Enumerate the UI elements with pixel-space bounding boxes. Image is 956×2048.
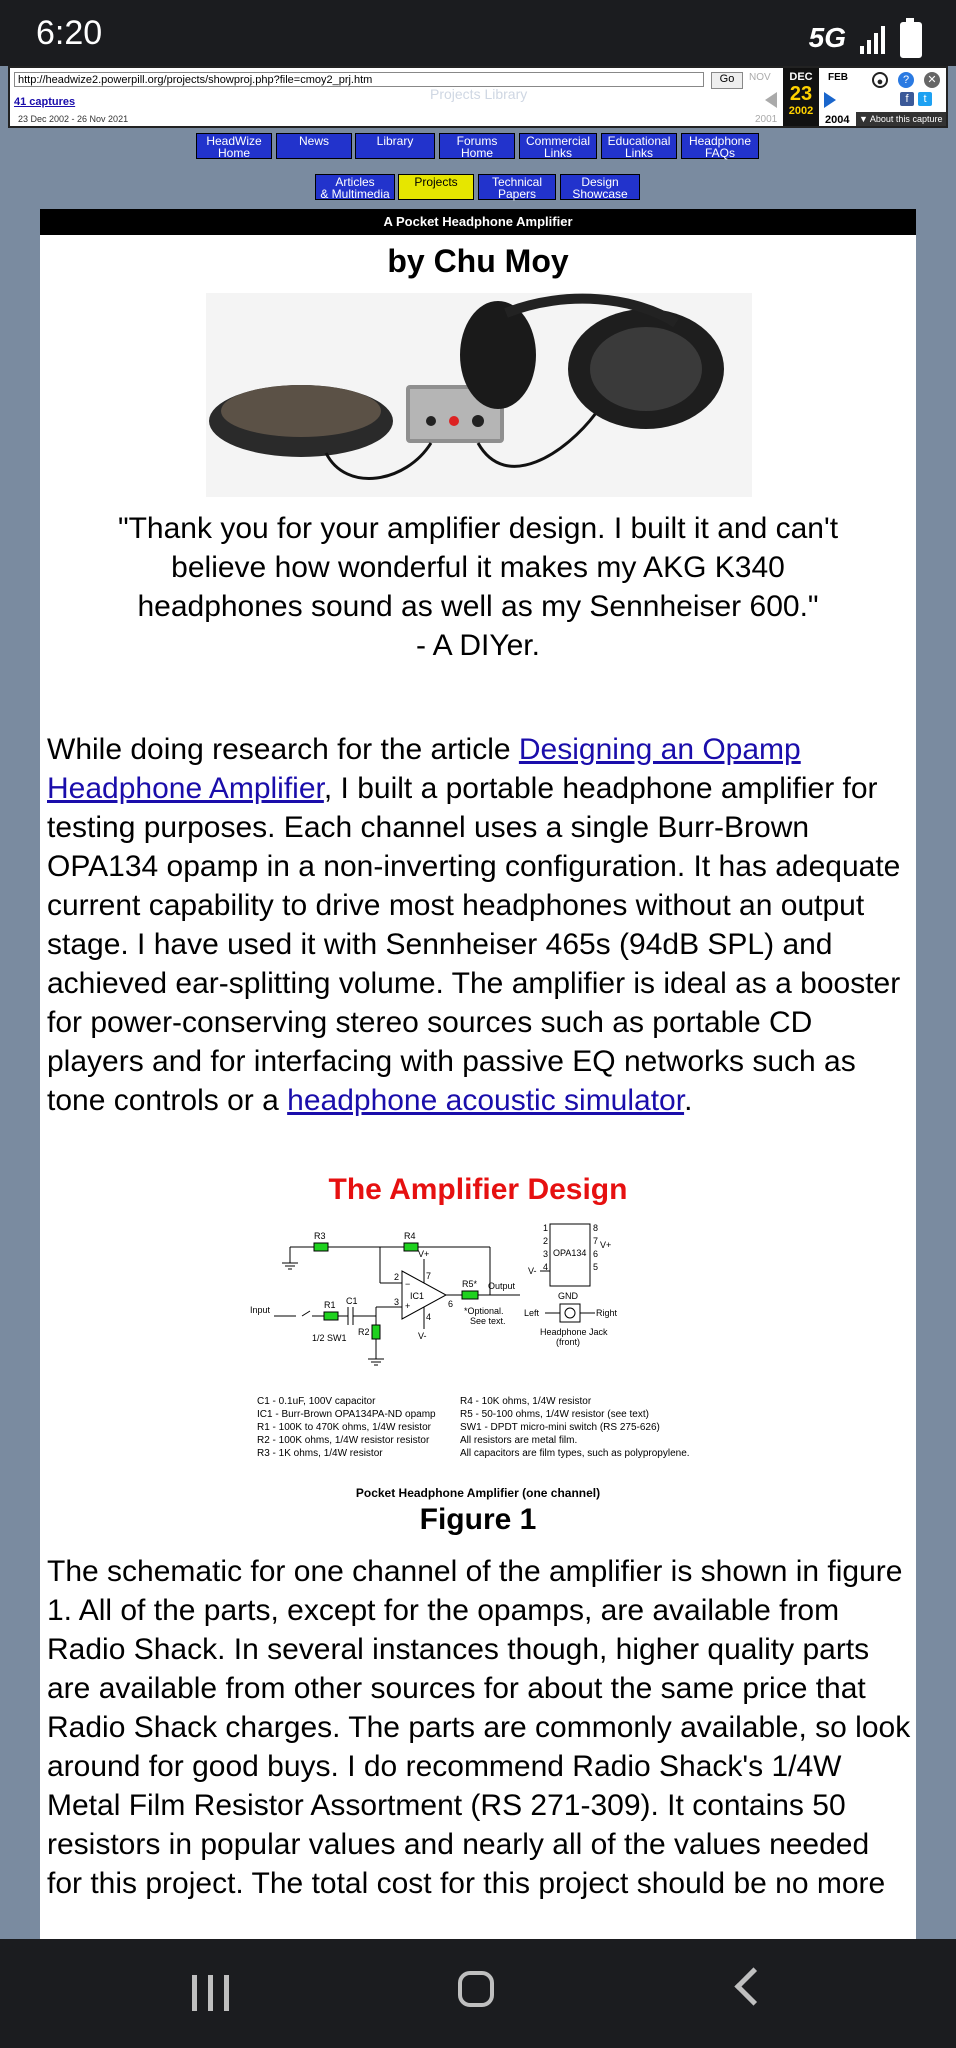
nav-label: Links: [543, 146, 572, 160]
facebook-icon[interactable]: f: [900, 92, 914, 106]
quote-attribution: - A DIYer.: [416, 629, 540, 662]
jack-label: Headphone Jack: [540, 1327, 608, 1337]
jack-label: (front): [556, 1337, 581, 1347]
nav-library[interactable]: [355, 133, 435, 159]
c1-label: C1: [346, 1296, 358, 1306]
chip-pin: 7: [593, 1236, 599, 1246]
chip-pin: 5: [593, 1262, 599, 1272]
back-icon[interactable]: [734, 1967, 772, 2005]
nav-articles-multimedia[interactable]: [315, 174, 395, 200]
twitter-icon[interactable]: t: [918, 92, 932, 106]
part-item: R2 - 100K ohms, 1/4W resistor resistor: [257, 1435, 430, 1446]
wayback-go-button[interactable]: Go: [711, 72, 743, 89]
schematic-paragraph: The schematic for one channel of the amplifier is shown in figure 1. All of the parts, except for the opamps, are available from Radio Shack. In several instances though, higher quality parts are available from other sources for about the same price that Radio Shack charges. The parts are commonly available, so look around for good buys. I do recommend Radio Shack's 1/4W Metal Film Resistor Assortment (RS 271-309). It contains 50 resistors in popular values and nearly all of the values needed for this project. The total cost for this project should be no more: [47, 1555, 911, 1900]
nav-commercial-links[interactable]: [519, 133, 597, 159]
inverting-sign: −: [405, 1279, 411, 1289]
r3-label: R3: [314, 1231, 326, 1241]
network-type: 5G: [808, 22, 846, 53]
figure-label: Figure 1: [419, 1503, 537, 1536]
optional-note: See text.: [470, 1316, 506, 1326]
site-nav-top: [0, 133, 956, 159]
chip-pin: 1: [543, 1223, 549, 1233]
prev-capture-icon[interactable]: [765, 92, 777, 108]
designing-opamp-link[interactable]: Designing an Opamp Headphone Amplifier: [47, 733, 801, 805]
byline: by Chu Moy: [387, 243, 569, 279]
part-item: R3 - 1K ohms, 1/4W resistor: [257, 1448, 383, 1459]
output-label: Output: [488, 1281, 516, 1291]
wayback-captures-link[interactable]: 41 captures: [14, 96, 76, 108]
chip-vplus: V+: [600, 1240, 612, 1250]
nav-label: Headphone: [688, 134, 752, 148]
nav-news[interactable]: [276, 133, 352, 159]
nav-label: Forums: [456, 134, 498, 148]
acoustic-simulator-link[interactable]: headphone acoustic simulator: [287, 1084, 685, 1117]
chip-label: OPA134: [553, 1248, 587, 1258]
help-icon[interactable]: ?: [898, 72, 914, 88]
chip-vminus: V-: [528, 1266, 537, 1276]
part-item: R4 - 10K ohms, 1/4W resistor: [460, 1396, 592, 1407]
intro-text: While doing research for the article: [47, 733, 519, 766]
gnd-label: GND: [558, 1291, 578, 1301]
wayback-prev-year[interactable]: 2001: [755, 114, 778, 125]
parts-list-left: [257, 1395, 436, 1460]
signal-icon: [860, 24, 886, 54]
nav-label: & Multimedia: [320, 187, 390, 201]
input-label: Input: [250, 1305, 271, 1315]
wayback-current-date: [783, 68, 819, 126]
nav-label: News: [298, 134, 329, 148]
site-nav-bottom: [0, 174, 956, 200]
wayback-url-input[interactable]: http://headwize2.powerpill.org/projects/showproj.php?file=cmoy2_prj.htm: [14, 72, 704, 87]
r1-label: R1: [324, 1300, 336, 1310]
nav-projects[interactable]: [398, 174, 474, 200]
nav-label: Papers: [497, 187, 537, 201]
intro-paragraph: [47, 730, 911, 1120]
nav-label: Educational: [607, 134, 671, 148]
intro-text: , I built a portable headphone amplifier for testing purposes. Each channel uses a single Burr-Brown OPA134 opamp in a non-inverting configuration. It has adequate current capability to drive most headphones without an output stage. I have used it with Sennheiser 465s (94dB SPL) and achieved ear-splitting volume. The amplifier is ideal as a booster for power-conserving stereo sources such as portable CD players and for interfacing with passive EQ networks such as tone controls or a: [47, 772, 901, 1117]
vminus-label: V-: [418, 1331, 427, 1341]
chip-pin: 6: [593, 1249, 599, 1259]
current-day: 23: [789, 83, 813, 105]
ic1-label: IC1: [410, 1291, 425, 1301]
nav-label: Links: [624, 146, 653, 160]
nav-label: Projects: [414, 175, 458, 189]
chip-pin: 3: [543, 1249, 549, 1259]
nav-label: Technical: [491, 175, 543, 189]
home-icon[interactable]: [458, 1971, 494, 2007]
vplus-label: V+: [418, 1249, 430, 1259]
quote-line: "Thank you for your amplifier design. I built it and can't: [117, 512, 839, 545]
nav-design-showcase[interactable]: [560, 174, 640, 200]
switch-label: 1/2 SW1: [312, 1333, 347, 1343]
wayback-next-year[interactable]: 2004: [825, 114, 850, 126]
about-capture-button[interactable]: ▼ About this capture: [856, 112, 946, 126]
pin-label: 3: [394, 1297, 400, 1307]
chip-pin: 8: [593, 1223, 599, 1233]
nav-headphone-faqs[interactable]: [681, 133, 759, 159]
noninverting-sign: +: [405, 1301, 411, 1311]
system-nav-bar: [0, 1939, 956, 2048]
wayback-next-month[interactable]: FEB: [828, 72, 848, 83]
parts-list-right: [460, 1395, 690, 1460]
article-title-bar: A Pocket Headphone Amplifier: [40, 209, 916, 235]
wayback-watermark: Projects Library: [430, 86, 528, 102]
pin-label: 6: [448, 1299, 454, 1309]
next-capture-icon[interactable]: [824, 92, 836, 108]
testimonial-quote: [40, 509, 916, 665]
nav-label: Showcase: [572, 187, 628, 201]
status-time: 6:20: [36, 14, 103, 52]
optional-note: *Optional.: [464, 1306, 504, 1316]
nav-label: Home: [460, 146, 493, 160]
nav-label: Articles: [335, 175, 375, 189]
part-item: IC1 - Burr-Brown OPA134PA-ND opamp: [257, 1409, 436, 1420]
article-content: [40, 209, 916, 1939]
figure-heading: The Amplifier Design: [328, 1173, 628, 1206]
left-label: Left: [524, 1308, 540, 1318]
nav-forums-home[interactable]: [439, 133, 515, 159]
wayback-date-range: 23 Dec 2002 - 26 Nov 2021: [18, 114, 129, 124]
part-item: All capacitors are film types, such as polypropylene.: [460, 1448, 690, 1459]
r2-label: R2: [358, 1327, 370, 1337]
user-icon[interactable]: ●: [872, 72, 888, 88]
nav-label: Design: [581, 175, 619, 189]
right-label: Right: [596, 1308, 618, 1318]
part-item: R1 - 100K to 470K ohms, 1/4W resistor: [257, 1422, 431, 1433]
intro-text: .: [684, 1084, 693, 1117]
pin-label: 2: [394, 1272, 400, 1282]
wayback-toolbar: [8, 66, 948, 128]
part-item: SW1 - DPDT micro-mini switch (RS 275-626): [460, 1422, 660, 1433]
schematic-caption: Pocket Headphone Amplifier (one channel): [355, 1486, 601, 1500]
close-icon[interactable]: ✕: [924, 72, 940, 88]
pin-label: 7: [426, 1271, 432, 1281]
nav-technical-papers[interactable]: [478, 174, 556, 200]
r4-label: R4: [404, 1231, 416, 1241]
part-item: C1 - 0.1uF, 100V capacitor: [257, 1396, 376, 1407]
amplifier-photo: [206, 293, 752, 497]
nav-label: FAQs: [704, 146, 735, 160]
current-month: DEC: [789, 71, 813, 83]
nav-headwize-home[interactable]: [196, 133, 272, 159]
current-year: 2002: [788, 105, 814, 117]
quote-line: believe how wonderful it makes my AKG K340: [171, 551, 785, 584]
nav-label: Commercial: [525, 134, 590, 148]
pin-label: 4: [426, 1312, 432, 1322]
nav-educational-links[interactable]: [601, 133, 677, 159]
r5-label: R5*: [462, 1279, 478, 1289]
nav-label: HeadWize: [206, 134, 262, 148]
recents-icon[interactable]: [192, 1975, 232, 2011]
quote-line: headphones sound as well as my Sennheiser 600.": [137, 590, 819, 623]
nav-label: Library: [376, 134, 414, 148]
part-item: R5 - 50-100 ohms, 1/4W resistor (see text): [460, 1409, 649, 1420]
battery-icon: [900, 22, 922, 58]
nav-label: Home: [217, 146, 250, 160]
chip-pin: 4: [543, 1262, 549, 1272]
chip-pin: 2: [543, 1236, 549, 1246]
wayback-prev-month[interactable]: NOV: [749, 72, 771, 83]
status-bar: [0, 0, 956, 66]
part-item: All resistors are metal film.: [460, 1435, 578, 1446]
